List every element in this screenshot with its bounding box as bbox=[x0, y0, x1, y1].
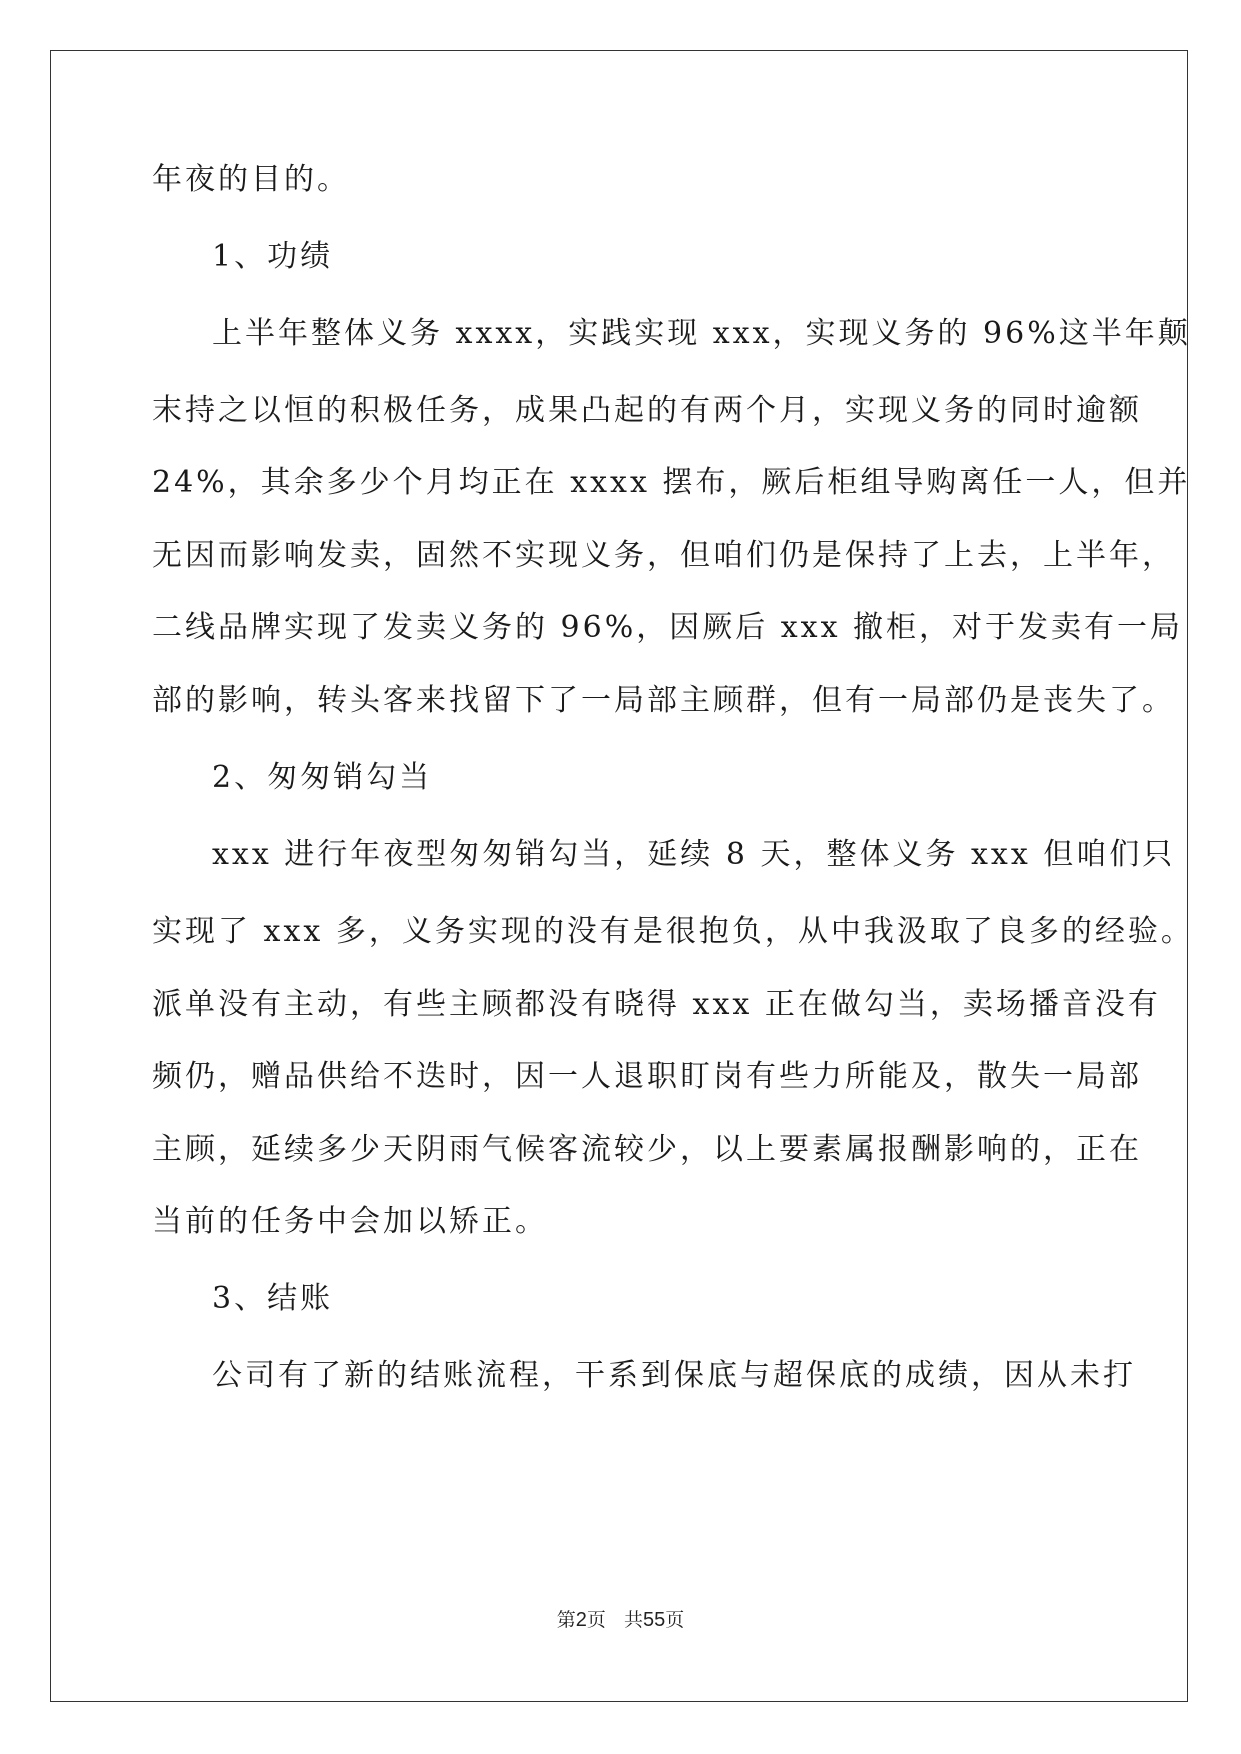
text-line: 上半年整体义务 xxxx，实践实现 xxx，实现义务的 96%这半年颠 bbox=[212, 316, 1191, 351]
footer-total-suffix: 页 bbox=[665, 1609, 685, 1631]
page-footer bbox=[0, 1608, 1241, 1632]
text-line: 实现了 xxx 多，义务实现的没有是很抱负，从中我汲取了良多的经验。 bbox=[152, 914, 1194, 949]
text-line: 年夜的目的。 bbox=[152, 162, 350, 197]
footer-page-suffix: 页 bbox=[586, 1609, 606, 1631]
section-heading: 1、功绩 bbox=[212, 239, 334, 274]
current-page-number: 2 bbox=[575, 1609, 587, 1631]
text-line: 主顾，延续多少天阴雨气候客流较少，以上要素属报酬影响的，正在 bbox=[152, 1132, 1142, 1167]
total-pages-number: 55 bbox=[642, 1609, 666, 1631]
text-line: 末持之以恒的积极任务，成果凸起的有两个月，实现义务的同时逾额 bbox=[152, 393, 1142, 428]
text-line: 二线品牌实现了发卖义务的 96%，因厥后 xxx 撤柜，对于发卖有一局 bbox=[152, 610, 1184, 645]
text-line: 无因而影响发卖，固然不实现义务，但咱们仍是保持了上去，上半年， bbox=[152, 538, 1175, 573]
text-line: 频仍，赠品供给不迭时，因一人退职盯岗有些力所能及，散失一局部 bbox=[152, 1059, 1142, 1094]
text-line: xxx 进行年夜型匆匆销勾当，延续 8 天，整体义务 xxx 但咱们只 bbox=[212, 837, 1176, 872]
text-line: 当前的任务中会加以矫正。 bbox=[152, 1204, 548, 1239]
text-line: 部的影响，转头客来找留下了一局部主顾群，但有一局部仍是丧失了。 bbox=[152, 683, 1175, 718]
section-heading: 2、匆匆销勾当 bbox=[212, 760, 433, 795]
page-border bbox=[50, 50, 1191, 1702]
text-line: 24%，其余多少个月均正在 xxxx 摆布，厥后柜组导购离任一人，但并 bbox=[152, 465, 1191, 500]
footer-prefix: 第 bbox=[556, 1609, 576, 1631]
text-line: 公司有了新的结账流程，干系到保底与超保底的成绩，因从未打 bbox=[212, 1358, 1136, 1393]
footer-total-prefix: 共 bbox=[623, 1609, 643, 1631]
text-line: 派单没有主动，有些主顾都没有晓得 xxx 正在做勾当，卖场播音没有 bbox=[152, 987, 1161, 1022]
section-heading: 3、结账 bbox=[212, 1281, 334, 1316]
